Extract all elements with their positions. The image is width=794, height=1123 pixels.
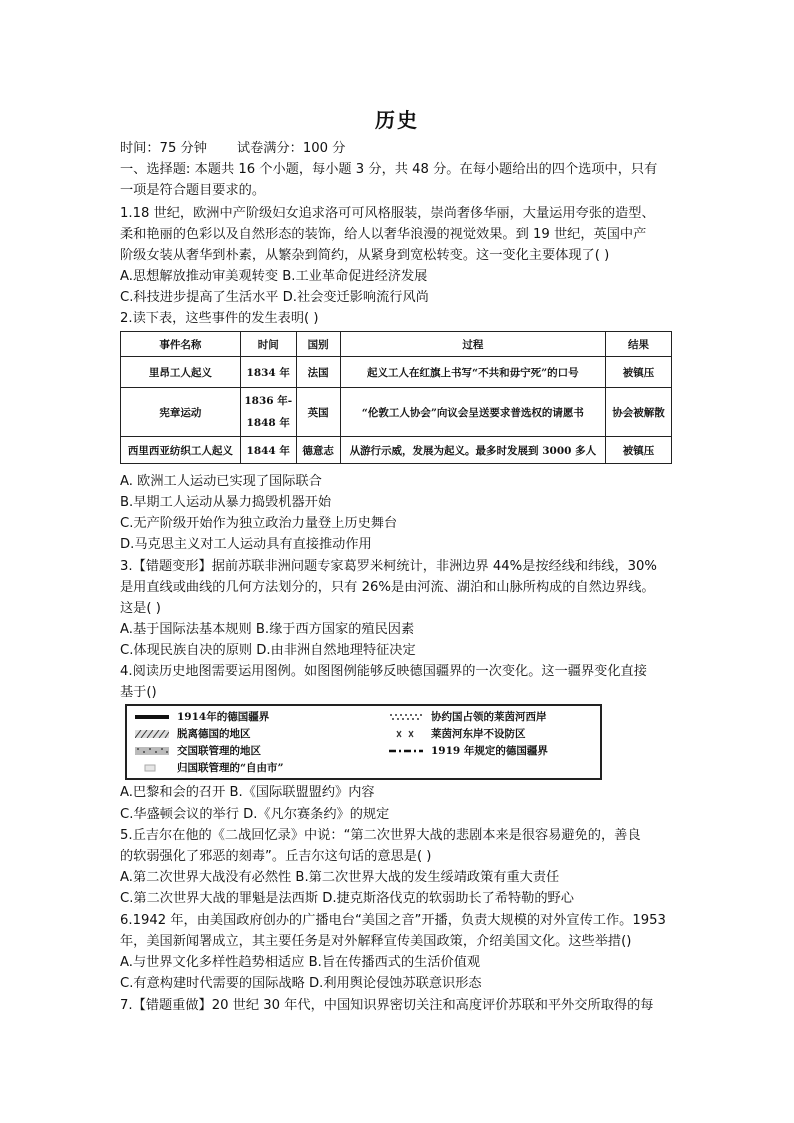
table-cell: 西里西亚纺织工人起义 (121, 437, 241, 464)
question-3-stem: 是用直线或曲线的几何方法划分的，只有 26%是由河流、湖泊和山脉所构成的自然边界线。 (120, 580, 655, 595)
events-table (120, 331, 672, 464)
question-6-option: C.有意构建时代需要的国际战略 D.利用舆论侵蚀苏联意识形态 (120, 976, 482, 991)
question-4-stem: 4.阅读历史地图需要运用图例。如图图例能够反映德国疆界的一次变化。这一疆界变化直接 (120, 664, 647, 679)
question-3-stem: 3.【错题变形】据前苏联非洲问题专家葛罗米柯统计，非洲边界 44%是按经线和纬线，30% (120, 559, 657, 574)
free-city-icon (135, 764, 169, 772)
question-5-option: A.第二次世界大战没有必然性 B.第二次世界大战的发生绥靖政策有重大责任 (120, 870, 560, 885)
question-2-option: A. 欧洲工人运动已实现了国际联合 (120, 474, 322, 489)
map-legend (125, 704, 602, 780)
question-3-option: A.基于国际法基本规则 B.缘于西方国家的殖民因素 (120, 622, 415, 637)
table-cell: 起义工人在红旗上书写“不共和毋宁死”的口号 (340, 357, 605, 388)
dotted-area-icon (135, 747, 169, 755)
instructions-line: 一项是符合题目要求的。 (120, 183, 266, 198)
question-6-option: A.与世界文化多样性趋势相适应 B.旨在传播西式的生活价值观 (120, 955, 481, 970)
hatched-area-icon (135, 730, 169, 738)
table-cell: 从游行示威，发展为起义。最多时发展到 3000 多人 (340, 437, 605, 464)
page-title: 历史 (375, 108, 419, 132)
table-cell: 德意志 (296, 437, 340, 464)
legend-label: 1914年的德国疆界 (177, 711, 270, 723)
table-header-cell: 国别 (296, 332, 340, 357)
question-5-stem: 的软弱强化了邪恶的刻毒”。丘吉尔这句话的意思是( ) (120, 849, 432, 864)
question-1-stem: 阶级女装从奢华到朴素，从繁杂到简约，从紧身到宽松转变。这一变化主要体现了( ) (120, 248, 610, 263)
table-row (121, 388, 672, 437)
legend-label: 协约国占领的莱茵河西岸 (431, 711, 547, 723)
legend-label: 1919 年规定的德国疆界 (431, 745, 548, 757)
question-2-stem: 2.读下表，这些事件的发生表明( ) (120, 311, 319, 326)
question-4-option: C.华盛顿会议的举行 D.《凡尔赛条约》的规定 (120, 807, 390, 822)
table-cell: 被镇压 (606, 357, 672, 388)
legend-label: 交国联管理的地区 (177, 745, 261, 757)
table-cell: 1844 年 (240, 437, 296, 464)
table-cell: 法国 (296, 357, 340, 388)
question-6-stem: 6.1942 年，由美国政府创办的广播电台“美国之音”开播，负责大规模的对外宣传工作。1953 (120, 913, 666, 928)
question-2-option: B.早期工人运动从暴力捣毁机器开始 (120, 495, 332, 510)
table-cell: 被镇压 (606, 437, 672, 464)
question-4-option: A.巴黎和会的召开 B.《国际联盟盟约》内容 (120, 785, 375, 800)
exam-score: 试卷满分：100 分 (236, 141, 346, 156)
table-cell (240, 388, 296, 437)
question-1-stem: 1.18 世纪，欧洲中产阶级妇女追求洛可可风格服装，崇尚奢侈华丽，大量运用夸张的造型、 (120, 206, 655, 221)
question-3-option: C.体现民族自决的原则 D.由非洲自然地理特征决定 (120, 643, 416, 658)
table-cell-line: 1836 年- (244, 395, 293, 407)
question-6-stem: 年，美国新闻署成立，其主要任务是对外解释宣传美国政策，介绍美国文化。这些举措() (120, 934, 632, 949)
table-cell: 英国 (296, 388, 340, 437)
question-4-stem: 基于() (120, 685, 157, 700)
table-cell: 协会被解散 (606, 388, 672, 437)
table-row (121, 357, 672, 388)
question-1-option: C.科技进步提高了生活水平 D.社会变迁影响流行风尚 (120, 290, 429, 305)
question-5-option: C.第二次世界大战的罪魁是法西斯 D.捷克斯洛伐克的软弱助长了希特勒的野心 (120, 891, 574, 906)
dotted-zone-icon (389, 713, 423, 721)
table-header-cell: 结果 (606, 332, 672, 357)
exam-header (120, 138, 680, 159)
table-row (121, 437, 672, 464)
table-header-cell: 事件名称 (121, 332, 241, 357)
table-cell: 1834 年 (240, 357, 296, 388)
legend-label: 归国联管理的“自由市” (177, 762, 284, 774)
table-cell: “伦敦工人协会”向议会呈送要求普选权的请愿书 (340, 388, 605, 437)
legend-label: 莱茵河东岸不设防区 (431, 728, 526, 740)
question-1-option: A.思想解放推动审美观转变 B.工业革命促进经济发展 (120, 269, 428, 284)
question-2-option: C.无产阶级开始作为独立政治力量登上历史舞台 (120, 516, 398, 531)
question-1-stem: 柔和艳丽的色彩以及自然形态的装饰，给人以奢华浪漫的视觉效果。到 19 世纪，英国中产 (120, 227, 647, 242)
question-3-stem: 这是( ) (120, 601, 161, 616)
dash-dot-border-icon (389, 747, 423, 755)
exam-time: 时间：75 分钟 (120, 141, 207, 156)
solid-border-icon (135, 713, 169, 721)
table-header-cell: 时间 (240, 332, 296, 357)
question-5-stem: 5.丘吉尔在他的《二战回忆录》中说：“第二次世界大战的悲剧本来是很容易避免的，善良 (120, 828, 641, 843)
table-cell: 里昂工人起义 (121, 357, 241, 388)
table-cell: 宪章运动 (121, 388, 241, 437)
cross-zone-icon (389, 730, 423, 738)
legend-label: 脱离德国的地区 (177, 728, 251, 740)
question-2-option: D.马克思主义对工人运动具有直接推动作用 (120, 537, 372, 552)
table-cell-line: 1848 年 (246, 417, 290, 429)
question-7-stem: 7.【错题重做】20 世纪 30 年代，中国知识界密切关注和高度评价苏联和平外交所取得的每 (120, 998, 654, 1013)
table-header-row (121, 332, 672, 357)
instructions-line: 一、选择题: 本题共 16 个小题，每小题 3 分，共 48 分。在每小题给出的四个选项中，只有 (120, 162, 658, 177)
table-header-cell: 过程 (340, 332, 605, 357)
